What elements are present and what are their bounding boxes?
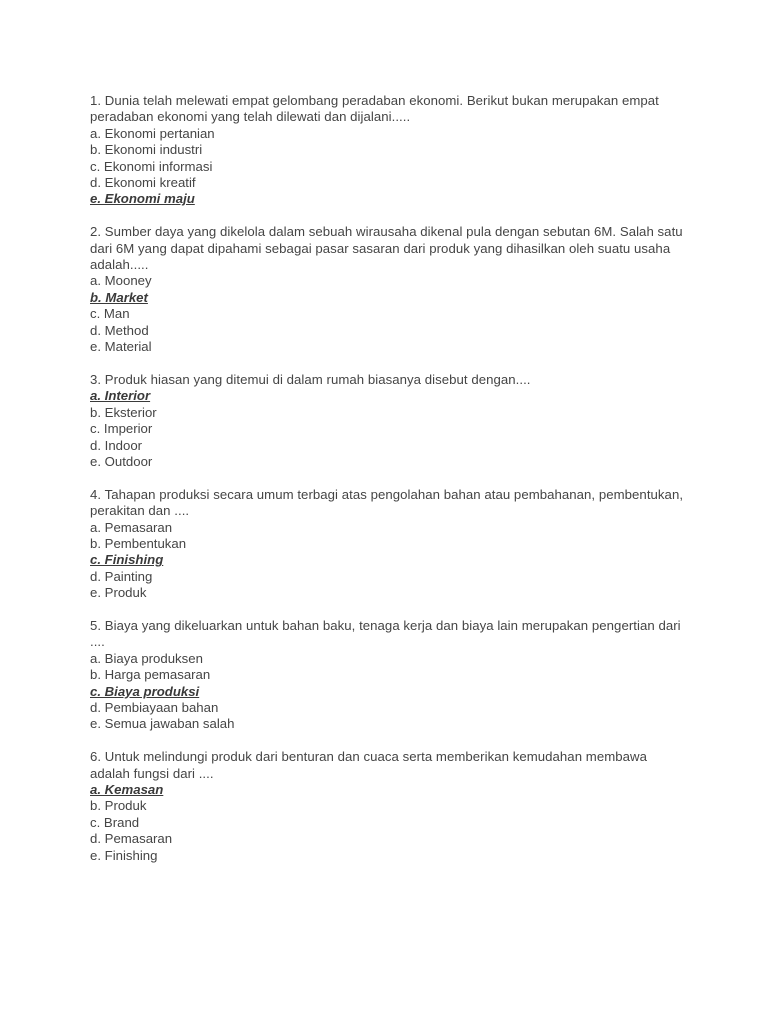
document-page (90, 93, 690, 880)
option-b: b. Eksterior (90, 404, 157, 420)
option-c-answer: c. Biaya produksi (90, 683, 200, 699)
option-a: a. Mooney (90, 273, 152, 289)
question-text: 2. Sumber daya yang dikelola dalam sebuah wirausaha dikenal pula dengan sebutan 6M. Salah satu dari 6M yang dapat dipahami sebagai pasar sasaran dari produk yang dihasilkan oleh suatu usaha adalah..... (90, 224, 683, 273)
option-b: b. Ekonomi industri (90, 142, 203, 158)
option-d: d. Painting (90, 568, 153, 584)
question-text: 1. Dunia telah melewati empat gelombang peradaban ekonomi. Berikut bukan merupakan empat peradaban ekonomi yang telah dilewati dan dijalani..... (90, 93, 659, 125)
option-b: b. Produk (90, 798, 147, 814)
option-e: e. Finishing (90, 847, 158, 863)
option-b: b. Pembentukan (90, 535, 187, 551)
question-1 (90, 93, 690, 208)
option-c: c. Imperior (90, 421, 153, 437)
option-e: e. Material (90, 339, 152, 355)
option-c: c. Ekonomi informasi (90, 158, 213, 174)
option-a: a. Biaya produksen (90, 650, 203, 666)
question-text: 4. Tahapan produksi secara umum terbagi atas pengolahan bahan atau pembahanan, pembentukan, perakitan dan .... (90, 486, 684, 519)
question-5 (90, 618, 690, 733)
question-3 (90, 372, 690, 470)
option-e-answer: e. Ekonomi maju (90, 191, 195, 207)
option-c: c. Brand (90, 814, 140, 830)
question-text: 3. Produk hiasan yang ditemui di dalam rumah biasanya disebut dengan.... (90, 371, 531, 387)
option-b: b. Harga pemasaran (90, 667, 211, 683)
option-c-answer: c. Finishing (90, 552, 164, 568)
option-d: d. Indoor (90, 437, 143, 453)
option-a-answer: a. Kemasan (90, 781, 164, 797)
option-d: d. Pemasaran (90, 831, 173, 847)
option-d: d. Ekonomi kreatif (90, 175, 196, 191)
question-4 (90, 487, 690, 602)
question-text: 5. Biaya yang dikeluarkan untuk bahan baku, tenaga kerja dan biaya lain merupakan pengertian dari .... (90, 617, 681, 650)
question-text: 6. Untuk melindungi produk dari benturan dan cuaca serta memberikan kemudahan membawa adalah fungsi dari .... (90, 749, 647, 781)
question-6 (90, 749, 690, 864)
option-a: a. Ekonomi pertanian (90, 125, 215, 141)
option-b-answer: b. Market (90, 289, 148, 305)
option-d: d. Method (90, 322, 149, 338)
option-c: c. Man (90, 306, 130, 322)
option-e: e. Outdoor (90, 453, 153, 469)
question-2 (90, 224, 690, 355)
option-e: e. Semua jawaban salah (90, 716, 235, 732)
option-d: d. Pembiayaan bahan (90, 699, 219, 715)
option-a-answer: a. Interior (90, 388, 151, 404)
option-a: a. Pemasaran (90, 519, 173, 535)
option-e: e. Produk (90, 585, 147, 601)
